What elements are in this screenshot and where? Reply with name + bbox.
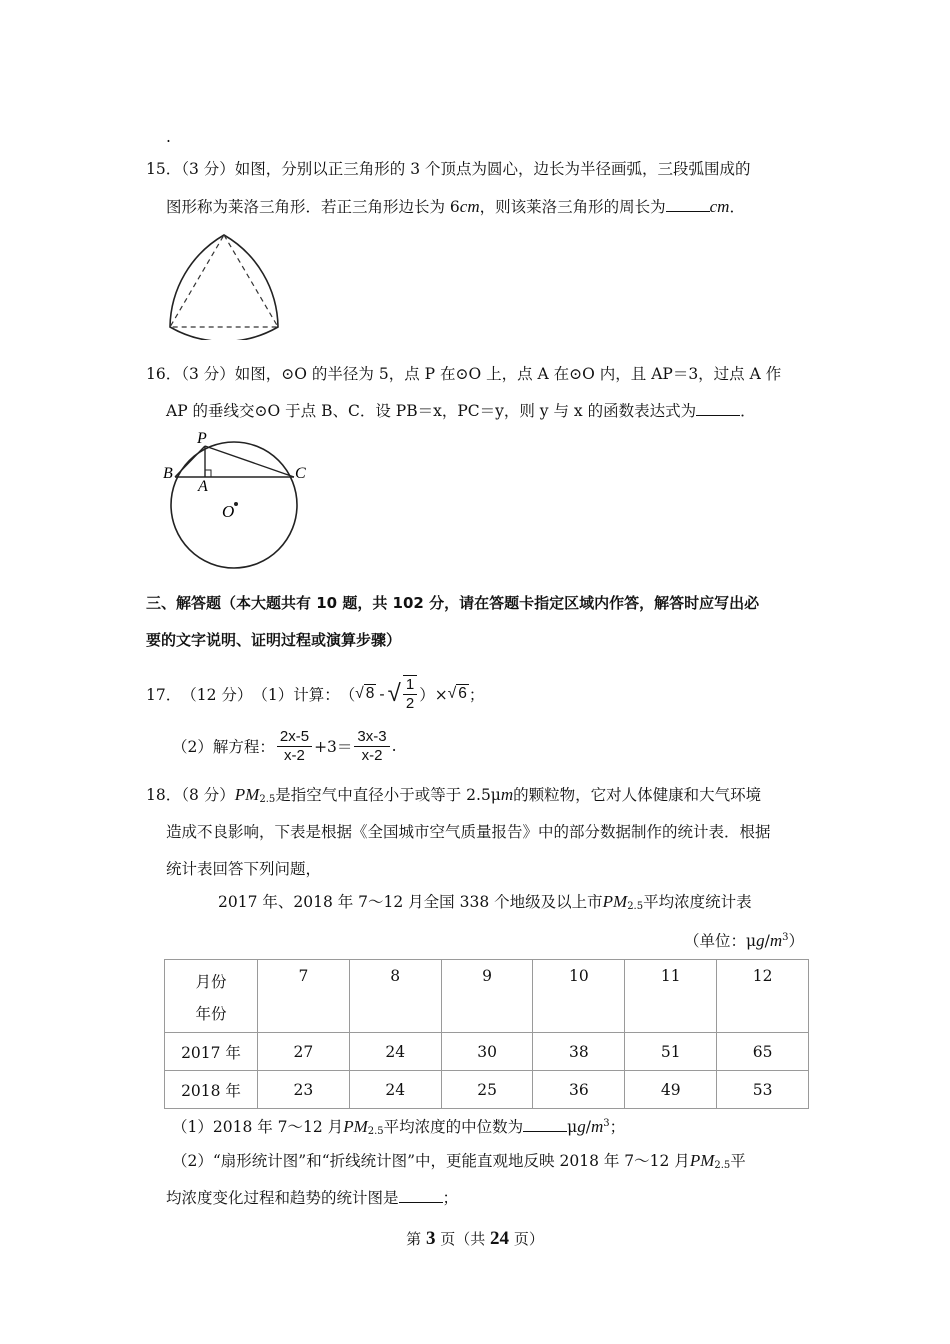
label-p: P bbox=[197, 430, 207, 447]
circle-figure bbox=[158, 425, 316, 570]
inner-triangle-dashed bbox=[170, 235, 278, 327]
month-header: 10 bbox=[533, 960, 625, 1033]
q17-score: （12 分） bbox=[181, 686, 253, 704]
month-header: 7 bbox=[258, 960, 350, 1033]
total-pages: 24 bbox=[490, 1228, 510, 1249]
reuleaux-triangle-figure bbox=[160, 228, 290, 340]
q18-line1: 18．（8 分）$PM_{2.5}$是指空气中直径小于或等于 2.5μm的颗粒物，它对人体健康和大气环境 bbox=[146, 785, 762, 805]
value-cell: 25 bbox=[441, 1071, 533, 1109]
value-cell: 49 bbox=[625, 1071, 717, 1109]
table-row bbox=[165, 1033, 809, 1071]
q16-score: （3 分） bbox=[181, 365, 235, 383]
q15-score: （3 分） bbox=[181, 160, 235, 178]
q18-sub2-line1: （2）“扇形统计图”和“折线统计图”中，更能直观地反映 2018 年 7～12 月$PM_{2.5}$平 bbox=[172, 1151, 746, 1171]
table-header-row bbox=[165, 960, 809, 1033]
q18-sub1: （1）2018 年 7～12 月$PM_{2.5}$平均浓度的中位数为 $\mu g/m^3$； bbox=[172, 1117, 626, 1138]
month-header: 8 bbox=[349, 960, 441, 1033]
value-cell: 51 bbox=[625, 1033, 717, 1071]
q16-answer-blank[interactable] bbox=[696, 400, 740, 416]
table-unit: （单位：$\mu g/m^3$） bbox=[684, 931, 804, 951]
month-header: 11 bbox=[625, 960, 717, 1033]
page-number: 3 bbox=[425, 1228, 436, 1249]
q15-answer-blank[interactable] bbox=[666, 196, 710, 212]
label-o: O bbox=[222, 502, 235, 521]
q16-number: 16． bbox=[146, 365, 182, 383]
section3-heading-line1: 三、解答题（本大题共有 10 题，共 102 分，请在答题卡指定区域内作答，解答时应写出必 bbox=[146, 594, 760, 612]
q17-number: 17． bbox=[146, 686, 182, 704]
q18-chart-blank[interactable] bbox=[399, 1187, 443, 1203]
q17-line1: 17． （12 分） （1）计算： （ √ 8 - √ $\frac{1}{2}$ ）× √ 6 ； bbox=[146, 676, 485, 712]
equation-right-fraction: $\frac{3x-3}{x-2}$ bbox=[354, 728, 389, 765]
q18-score: （8 分） bbox=[181, 786, 235, 804]
year-cell: 2017 年 bbox=[165, 1033, 258, 1071]
value-cell: 24 bbox=[349, 1033, 441, 1071]
q16-text1: 如图，⊙O 的半径为 5，点 P 在⊙O 上，点 A 在⊙O 内，且 AP＝3，过点 A 作 bbox=[234, 365, 782, 383]
q17-line2: （2）解方程： $\frac{2x-5}{x-2}$ +3＝ $\frac{3x-3}{x-2}$ . bbox=[172, 727, 397, 764]
q15-unit: cm bbox=[459, 197, 480, 216]
q15-line2: 图形称为莱洛三角形．若正三角形边长为 6cm，则该莱洛三角形的周长为 cm． bbox=[166, 197, 745, 216]
q18-median-blank[interactable] bbox=[523, 1116, 567, 1132]
value-cell: 65 bbox=[717, 1033, 809, 1071]
label-b: B bbox=[163, 465, 173, 482]
page-footer: 第 3 页（共 24 页） bbox=[406, 1228, 544, 1249]
right-angle-mark bbox=[205, 470, 211, 477]
table-row bbox=[165, 1071, 809, 1109]
table-corner-cell: 月份 年份 bbox=[165, 960, 258, 1033]
label-c: C bbox=[295, 465, 306, 482]
pm25-table bbox=[164, 959, 809, 1109]
year-cell: 2018 年 bbox=[165, 1071, 258, 1109]
sqrt-6: √ 6 bbox=[447, 685, 467, 702]
value-cell: 27 bbox=[258, 1033, 350, 1071]
q18-number: 18． bbox=[146, 786, 182, 804]
segment-pb bbox=[175, 446, 205, 477]
q15-number: 15． bbox=[146, 160, 182, 178]
sqrt-half: √ bbox=[387, 680, 401, 707]
q15-text1: 如图，分别以正三角形的 3 个顶点为圆心，边长为半径画弧，三段弧围成的 bbox=[234, 160, 751, 178]
value-cell: 38 bbox=[533, 1033, 625, 1071]
month-header: 9 bbox=[441, 960, 533, 1033]
value-cell: 53 bbox=[717, 1071, 809, 1109]
top-dot: . bbox=[166, 128, 171, 146]
q16-line2: AP 的垂线交⊙O 于点 B、C．设 PB＝x，PC＝y，则 y 与 x 的函数表达式为 ． bbox=[166, 402, 756, 420]
center-dot bbox=[234, 502, 238, 506]
q16-line1 bbox=[146, 363, 781, 385]
section3-heading-line2: 要的文字说明、证明过程或演算步骤） bbox=[146, 631, 402, 649]
q18-line2: 造成不良影响，下表是根据《全国城市空气质量报告》中的部分数据制作的统计表．根据 bbox=[166, 823, 771, 841]
value-cell: 23 bbox=[258, 1071, 350, 1109]
table-title: 2017 年、2018 年 7～12 月全国 338 个地级及以上市$PM_{2.5}$平均浓度统计表 bbox=[218, 892, 752, 912]
month-header: 12 bbox=[717, 960, 809, 1033]
q15-line1 bbox=[146, 158, 751, 180]
label-a: A bbox=[198, 478, 208, 495]
value-cell: 36 bbox=[533, 1071, 625, 1109]
value-cell: 30 bbox=[441, 1033, 533, 1071]
sqrt-8: √ 8 bbox=[355, 685, 375, 702]
equation-left-fraction: $\frac{2x-5}{x-2}$ bbox=[277, 728, 312, 765]
q18-line3: 统计表回答下列问题， bbox=[166, 860, 322, 878]
fraction-one-half: $\frac{1}{2}$ bbox=[403, 675, 417, 713]
value-cell: 24 bbox=[349, 1071, 441, 1109]
reuleaux-arcs bbox=[170, 235, 278, 340]
q18-sub2-line2: 均浓度变化过程和趋势的统计图是 ； bbox=[166, 1189, 459, 1207]
